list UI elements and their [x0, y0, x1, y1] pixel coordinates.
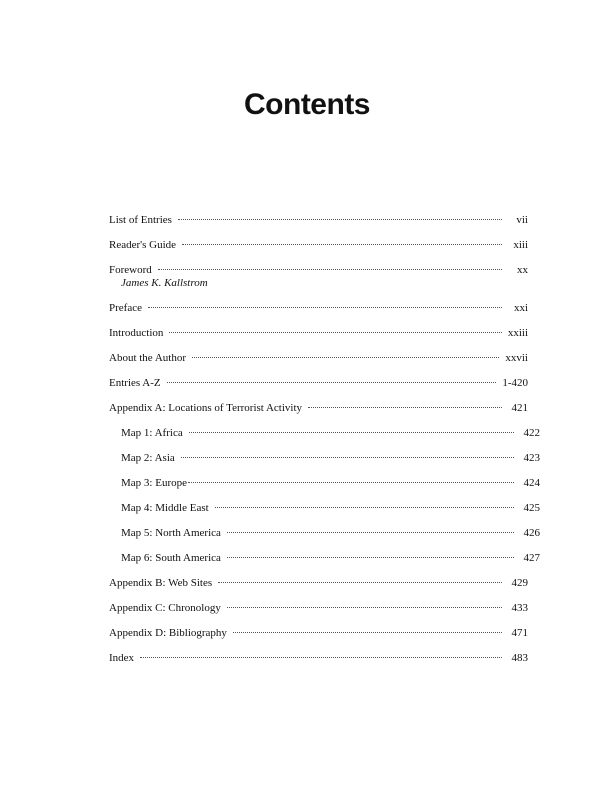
dot-leader: [215, 507, 514, 508]
toc-entry-map-europe[interactable]: [109, 477, 540, 502]
toc-entry-page: 427: [523, 552, 540, 564]
toc-entry-label: Appendix A: Locations of Terrorist Activity: [109, 402, 303, 414]
dot-leader: [218, 582, 502, 583]
dot-leader: [233, 632, 502, 633]
toc-entry-readers-guide[interactable]: [109, 239, 528, 264]
dot-leader: [182, 244, 502, 245]
toc-entry-label: Map 6: South America: [121, 552, 221, 564]
dot-leader: [169, 332, 501, 333]
dot-leader: [188, 482, 514, 483]
toc-entry-label: Preface: [109, 302, 142, 314]
toc-entry-page: 421: [511, 402, 528, 414]
toc-entry-page: 425: [523, 502, 540, 514]
toc-entry-label: Map 4: Middle East: [121, 502, 209, 514]
toc-entry-page: 1-420: [502, 377, 528, 389]
toc-entry-appendix-c[interactable]: [109, 602, 528, 627]
dot-leader: [167, 382, 497, 383]
toc-entry-page: xiii: [513, 239, 528, 251]
toc-entry-index[interactable]: [109, 652, 528, 677]
dot-leader: [227, 557, 514, 558]
dot-leader: [227, 532, 514, 533]
toc-entry-label: Introduction: [109, 327, 164, 339]
toc-entry-page: 423: [523, 452, 540, 464]
toc-entry-about-the-author[interactable]: [109, 352, 528, 377]
toc-entry-page: xx: [517, 264, 528, 276]
toc-entry-appendix-d[interactable]: [109, 627, 528, 652]
table-of-contents: [109, 214, 540, 677]
dot-leader: [178, 219, 502, 220]
page-title: Contents: [244, 88, 370, 121]
toc-entry-label: Appendix B: Web Sites: [109, 577, 213, 589]
dot-leader: [227, 607, 502, 608]
dot-leader: [148, 307, 502, 308]
toc-entry-label: Map 1: Africa: [121, 427, 183, 439]
toc-entry-page: 429: [511, 577, 528, 589]
toc-entry-preface[interactable]: [109, 302, 528, 327]
toc-entry-map-middle-east[interactable]: [109, 502, 540, 527]
toc-entry-map-north-america[interactable]: [109, 527, 540, 552]
toc-entry-page: 471: [511, 627, 528, 639]
toc-entry-list-of-entries[interactable]: [109, 214, 528, 239]
toc-entry-label: About the Author: [109, 352, 186, 364]
toc-entry-page: 424: [523, 477, 540, 489]
toc-entry-label: Appendix D: Bibliography: [109, 627, 227, 639]
dot-leader: [158, 269, 502, 270]
toc-entry-appendix-b[interactable]: [109, 577, 528, 602]
toc-entry-entries-a-z[interactable]: [109, 377, 528, 402]
toc-entry-label: Index: [109, 652, 135, 664]
toc-entry-page: vii: [516, 214, 528, 226]
toc-entry-label: Reader's Guide: [109, 239, 177, 251]
toc-entry-appendix-a[interactable]: [109, 402, 528, 427]
toc-entry-page: 433: [511, 602, 528, 614]
dot-leader: [181, 457, 514, 458]
toc-entry-map-south-america[interactable]: [109, 552, 540, 577]
toc-entry-page: xxiii: [507, 327, 528, 339]
toc-entry-label: Map 5: North America: [121, 527, 221, 539]
toc-entry-label: List of Entries: [109, 214, 172, 226]
toc-entry-label: Map 3: Europe: [121, 477, 187, 489]
toc-entry-introduction[interactable]: [109, 327, 528, 352]
toc-entry-page: 483: [511, 652, 528, 664]
foreword-author: James K. Kallstrom: [121, 277, 208, 289]
toc-entry-map-asia[interactable]: [109, 452, 540, 477]
toc-entry-label: Map 2: Asia: [121, 452, 175, 464]
toc-entry-label: Appendix C: Chronology: [109, 602, 221, 614]
toc-entry-page: xxvii: [505, 352, 528, 364]
dot-leader: [308, 407, 502, 408]
toc-entry-foreword[interactable]: [109, 264, 528, 302]
dot-leader: [192, 357, 499, 358]
dot-leader: [140, 657, 502, 658]
dot-leader: [189, 432, 514, 433]
toc-entry-label: Foreword: [109, 264, 152, 276]
toc-entry-page: xxi: [513, 302, 528, 314]
toc-entry-page: 426: [523, 527, 540, 539]
toc-entry-page: 422: [523, 427, 540, 439]
toc-entry-label: Entries A-Z: [109, 377, 161, 389]
toc-entry-map-africa[interactable]: [109, 427, 540, 452]
